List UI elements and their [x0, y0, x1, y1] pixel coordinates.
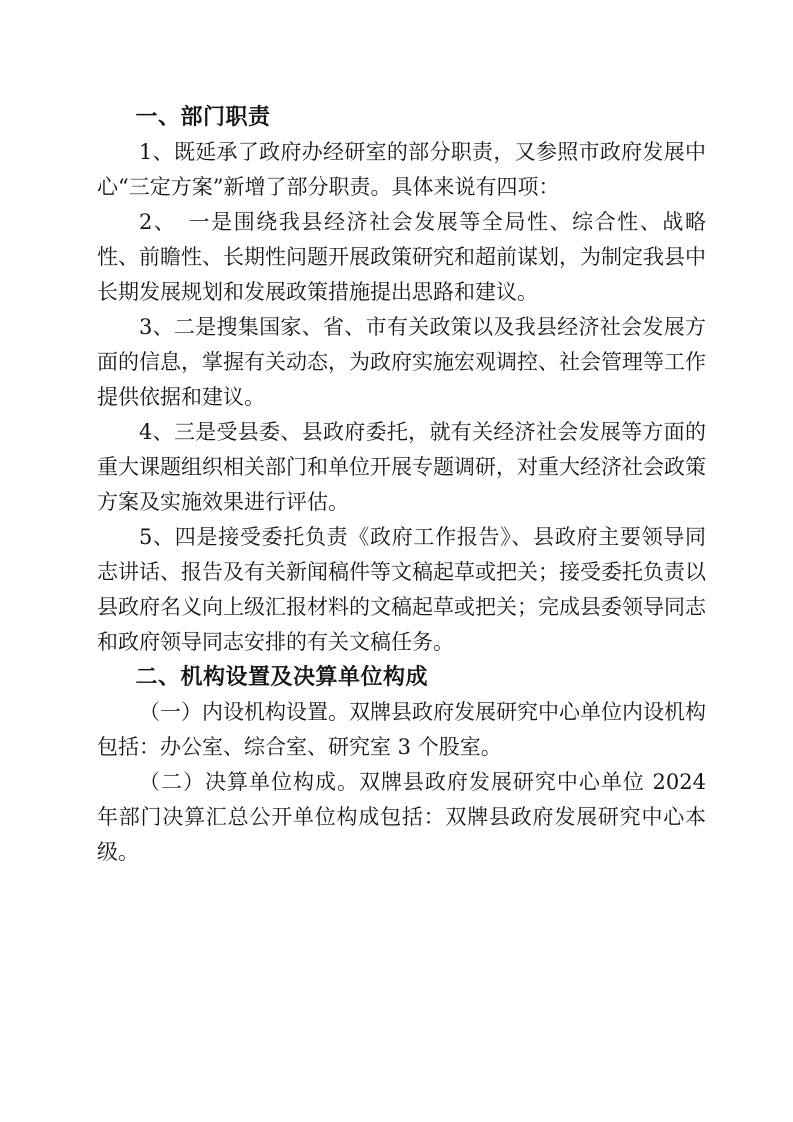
section-1-heading: 一、部门职责	[135, 105, 271, 130]
section-1-paragraph-1: 1、既延承了政府办经研室的部分职责，又参照市政府发展中心“三定方案”新增了部分职责。具体来说有四项：	[97, 140, 706, 199]
section-2-paragraph-1: （一）内设机构设置。双牌县政府发展研究中心单位内设机构包括：办公室、综合室、研究室 3 个股室。	[97, 700, 706, 759]
section-1-paragraph-3: 3、二是搜集国家、省、市有关政策以及我县经济社会发展方面的信息，掌握有关动态，为政府实施宏观调控、社会管理等工作提供依据和建议。	[97, 315, 706, 409]
document-content	[97, 100, 706, 870]
section-1-paragraph-4: 4、三是受县委、县政府委托，就有关经济社会发展等方面的重大课题组织相关部门和单位开展专题调研，对重大经济社会政策方案及实施效果进行评估。	[97, 420, 706, 514]
section-2-heading: 二、机构设置及决算单位构成	[135, 665, 429, 690]
section-1-paragraph-2: 2、 一是围绕我县经济社会发展等全局性、综合性、战略性、前瞻性、长期性问题开展政策研究和超前谋划，为制定我县中长期发展规划和发展政策措施提出思路和建议。	[97, 210, 706, 304]
section-1-paragraph-5: 5、四是接受委托负责《政府工作报告》、县政府主要领导同志讲话、报告及有关新闻稿件等文稿起草或把关；接受委托负责以县政府名义向上级汇报材料的文稿起草或把关；完成县委领导同志和政府领导同志安排的有关文稿任务。	[97, 525, 706, 654]
section-2-paragraph-2: （二）决算单位构成。双牌县政府发展研究中心单位 2024 年部门决算汇总公开单位构成包括：双牌县政府发展研究中心本级。	[97, 770, 706, 864]
